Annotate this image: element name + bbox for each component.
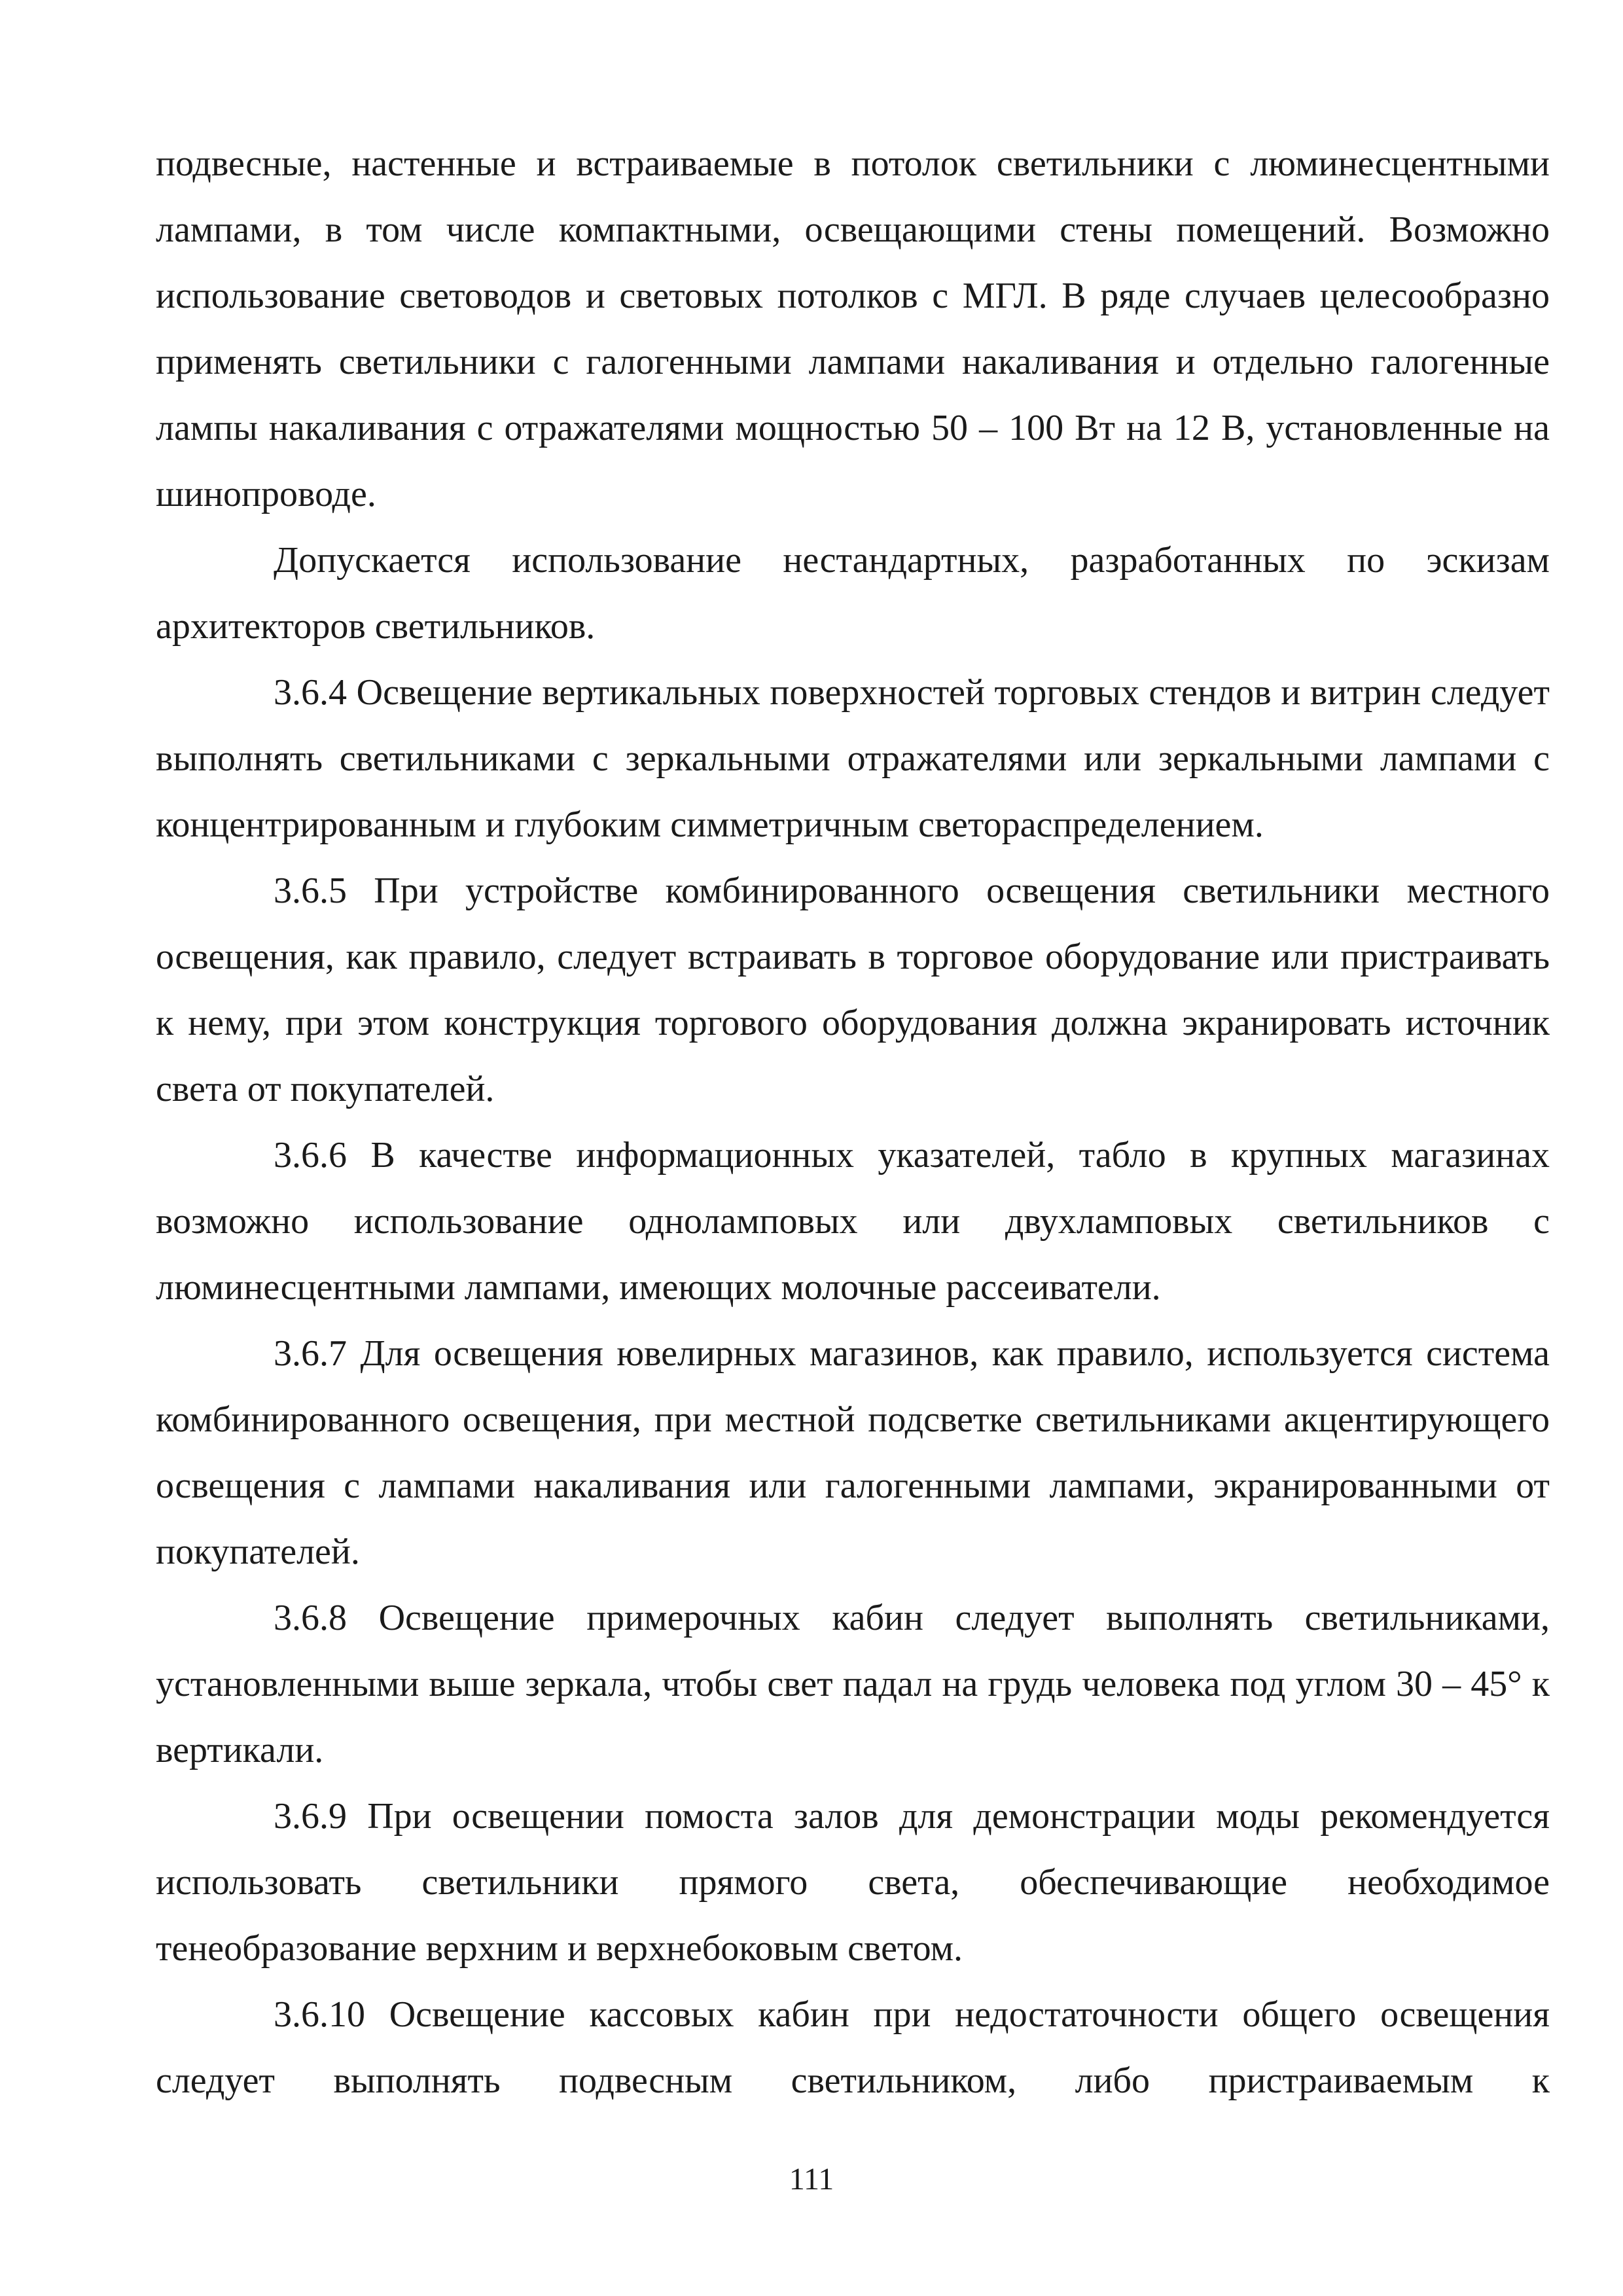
paragraph-3-6-9: 3.6.9 При освещении помоста залов для демонстрации моды рекомендуется использовать светильники прямого света, обеспечивающие необходимое тенеобразование верхним и верхнебоковым светом. bbox=[156, 1796, 1550, 1969]
paragraph-custom-fixtures: Допускается использование нестандартных, разработанных по эскизам архитекторов светильников. bbox=[156, 540, 1550, 647]
paragraph-3-6-6: 3.6.6 В качестве информационных указателей, табло в крупных магазинах возможно использование одноламповых или двухламповых светильников с люминесцентными лампами, имеющих молочные рассеиватели. bbox=[156, 1135, 1550, 1308]
page-number: 111 bbox=[789, 2162, 834, 2197]
paragraph-3-6-7: 3.6.7 Для освещения ювелирных магазинов, как правило, используется система комбинированного освещения, при местной подсветке светильниками акцентирующего освещения с лампами накаливания или галогенными лампами, экранированными от покупателей. bbox=[156, 1333, 1550, 1572]
body-text bbox=[156, 131, 1550, 2114]
paragraph-3-6-10: 3.6.10 Освещение кассовых кабин при недостаточности общего освещения следует выполнять подвесным светильником, либо пристраиваемым к bbox=[156, 1994, 1550, 2101]
paragraph-continued: подвесные, настенные и встраиваемые в потолок светильники с люминесцентными лампами, в том числе компактными, освещающими стены помещений. Возможно использование световодов и световых потолков с МГЛ. В ряде случаев целесообразно применять светильники с галогенными лампами накаливания и отдельно галогенные лампы накаливания с отражателями мощностью 50 – 100 Вт на 12 В, установленные на шинопроводе. bbox=[156, 143, 1550, 514]
paragraph-3-6-8: 3.6.8 Освещение примерочных кабин следует выполнять светильниками, установленными выше зеркала, чтобы свет падал на грудь человека под углом 30 – 45° к вертикали. bbox=[156, 1598, 1550, 1770]
paragraph-3-6-4: 3.6.4 Освещение вертикальных поверхностей торговых стендов и витрин следует выполнять светильниками с зеркальными отражателями или зеркальными лампами с концентрированным и глубоким симметричным светораспределением. bbox=[156, 672, 1550, 845]
paragraph-3-6-5: 3.6.5 При устройстве комбинированного освещения светильники местного освещения, как правило, следует встраивать в торговое оборудование или пристраивать к нему, при этом конструкция торгового оборудования должна экранировать источник света от покупателей. bbox=[156, 870, 1550, 1109]
